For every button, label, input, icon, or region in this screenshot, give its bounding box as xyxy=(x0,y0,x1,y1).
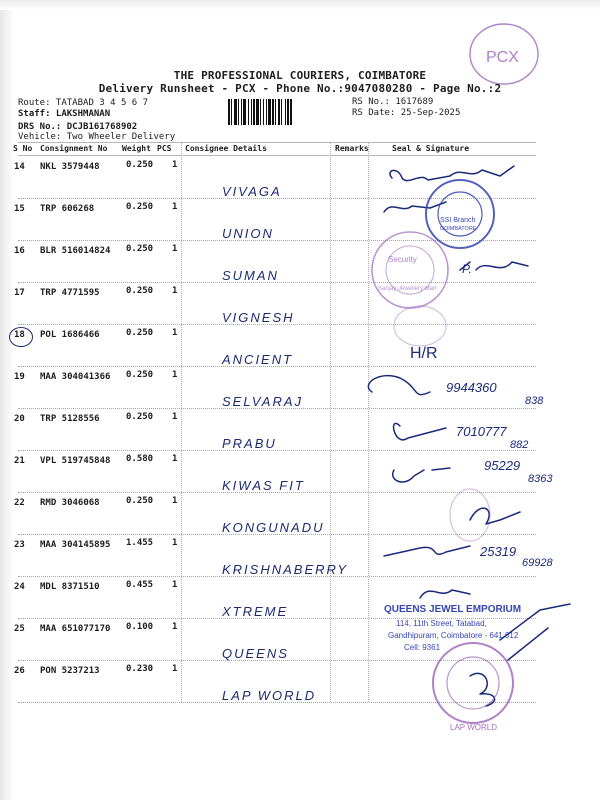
row-consignee-handwritten: QUEENS xyxy=(222,646,289,661)
row-consignment: TRP 606268 xyxy=(40,204,95,214)
sig-21-number-b: 8363 xyxy=(528,473,553,485)
row-weight: 0.250 xyxy=(126,328,154,338)
security-stamp-sub: Sanjay Jewellery Mart xyxy=(378,286,437,292)
row-consignment: TRP 5128556 xyxy=(40,414,100,424)
pcx-stamp-text: PCX xyxy=(486,49,519,66)
row-weight: 0.580 xyxy=(126,454,154,464)
row-consignment: VPL 519745848 xyxy=(40,456,111,466)
route-text: Route: TATABAD 3 4 5 6 7 xyxy=(18,98,149,108)
row-consignee-handwritten: VIVAGA xyxy=(222,184,282,199)
row-sno: 22 xyxy=(14,498,25,508)
row-weight: 1.455 xyxy=(126,538,154,548)
row-consignment: TRP 4771595 xyxy=(40,288,100,298)
col-header-sno: S No xyxy=(13,144,33,153)
row-pcs: 1 xyxy=(172,286,178,296)
row-pcs: 1 xyxy=(172,496,178,506)
row-consignee-handwritten: ANCIENT xyxy=(222,352,294,367)
row-weight: 0.100 xyxy=(126,622,154,632)
row-pcs: 1 xyxy=(172,622,178,632)
queens-stamp-city: Gandhipuram, Coimbatore - 641 012 xyxy=(388,631,519,640)
row-sno: 26 xyxy=(14,666,25,676)
row-consignment: MAA 304041366 xyxy=(40,372,111,382)
row-consignee-handwritten: KRISHNABERRY xyxy=(222,562,349,577)
staff-text: Staff: LAKSHMANAN xyxy=(18,109,111,119)
sig-21-number: 95229 xyxy=(484,458,521,473)
row-pcs: 1 xyxy=(172,664,178,674)
row-weight: 0.250 xyxy=(126,496,154,506)
rs-date: RS Date: 25-Sep-2025 xyxy=(352,108,461,118)
row-sno: 14 xyxy=(14,162,25,172)
col-header-consignment: Consignment No xyxy=(40,144,108,153)
row-weight: 0.250 xyxy=(126,244,154,254)
row-sno: 15 xyxy=(14,204,25,214)
col-header-remarks: Remarks xyxy=(335,144,369,153)
row-sno: 19 xyxy=(14,372,25,382)
row-consignment: POL 1686466 xyxy=(40,330,100,340)
row-consignee-handwritten: LAP WORLD xyxy=(222,688,317,703)
row-weight: 0.230 xyxy=(126,664,154,674)
rs-number: RS No.: 1617689 xyxy=(352,97,434,107)
row-sno: 21 xyxy=(14,456,25,466)
row-sno: 17 xyxy=(14,288,25,298)
sig-19-number-b: 838 xyxy=(525,395,544,407)
row-sno: 24 xyxy=(14,582,25,592)
col-header-weight: Weight xyxy=(122,144,151,153)
row-consignee-handwritten: KONGUNADU xyxy=(222,520,325,535)
row-pcs: 1 xyxy=(172,412,178,422)
sig-19-number: 9944360 xyxy=(446,380,497,395)
row-consignee-handwritten: UNION xyxy=(222,226,274,241)
row-weight: 0.250 xyxy=(126,412,154,422)
row-pcs: 1 xyxy=(172,538,178,548)
row-sno: 23 xyxy=(14,540,25,550)
row-consignment: MDL 8371510 xyxy=(40,582,100,592)
document-subtitle: Delivery Runsheet - PCX - Phone No.:9047080280 - Page No.:2 xyxy=(98,82,502,95)
row-consignment: MAA 304145895 xyxy=(40,540,111,550)
vehicle-text: Vehicle: Two Wheeler Delivery xyxy=(18,132,176,142)
row-consignment: NKL 3579448 xyxy=(40,162,100,172)
ssi-city-text: COIMBATORE xyxy=(440,226,477,232)
row-pcs: 1 xyxy=(172,370,178,380)
queens-stamp-name: QUEENS JEWEL EMPORIUM xyxy=(384,604,522,615)
sig-23-number: 25319 xyxy=(480,544,517,559)
row-sno: 18 xyxy=(14,330,25,340)
row-consignee-handwritten: KIWAS FIT xyxy=(222,478,305,493)
row-consignment: BLR 516014824 xyxy=(40,246,111,256)
row-weight: 0.250 xyxy=(126,160,154,170)
sig-20-number-b: 882 xyxy=(510,439,529,451)
row-consignment: PON 5237213 xyxy=(40,666,100,676)
row-consignee-handwritten: SELVARAJ xyxy=(222,394,304,409)
lapworld-stamp-text: LAP WORLD xyxy=(450,723,497,732)
row-pcs: 1 xyxy=(172,202,178,212)
row-pcs: 1 xyxy=(172,244,178,254)
row-pcs: 1 xyxy=(172,328,178,338)
remark-hr-text: H/R xyxy=(410,345,438,362)
row-weight: 0.250 xyxy=(126,286,154,296)
col-header-consignee: Consignee Details xyxy=(185,144,267,153)
col-header-seal: Seal & Signature xyxy=(392,144,470,153)
col-header-pcs: PCS xyxy=(157,144,172,153)
row-consignee-handwritten: XTREME xyxy=(222,604,289,619)
row-consignment: RMD 3046068 xyxy=(40,498,100,508)
row-weight: 0.455 xyxy=(126,580,154,590)
ssi-branch-text: SSI Branch xyxy=(440,217,476,224)
row-sno: 20 xyxy=(14,414,25,424)
row-weight: 0.250 xyxy=(126,370,154,380)
security-stamp-text: Security xyxy=(388,255,417,264)
row-consignment: MAA 651077170 xyxy=(40,624,111,634)
sig-20-number: 7010777 xyxy=(456,424,507,439)
row-sno: 16 xyxy=(14,246,25,256)
row-sno: 25 xyxy=(14,624,25,634)
row-consignee-handwritten: SUMAN xyxy=(222,268,279,283)
row-pcs: 1 xyxy=(172,454,178,464)
queens-stamp-address: 114, 11th Street, Tatabad, xyxy=(396,619,487,628)
sig-16-text: P. xyxy=(462,262,472,276)
row-pcs: 1 xyxy=(172,160,178,170)
row-pcs: 1 xyxy=(172,580,178,590)
drs-number: DRS No.: DCJB161768902 xyxy=(18,122,138,132)
document-title: THE PROFESSIONAL COURIERS, COIMBATORE xyxy=(173,69,427,82)
row-weight: 0.250 xyxy=(126,202,154,212)
row-consignee-handwritten: PRABU xyxy=(222,436,277,451)
row-consignee-handwritten: VIGNESH xyxy=(222,310,295,325)
sig-23-number-b: 69928 xyxy=(522,557,553,569)
queens-stamp-cell: Cell: 9361 xyxy=(404,643,441,652)
